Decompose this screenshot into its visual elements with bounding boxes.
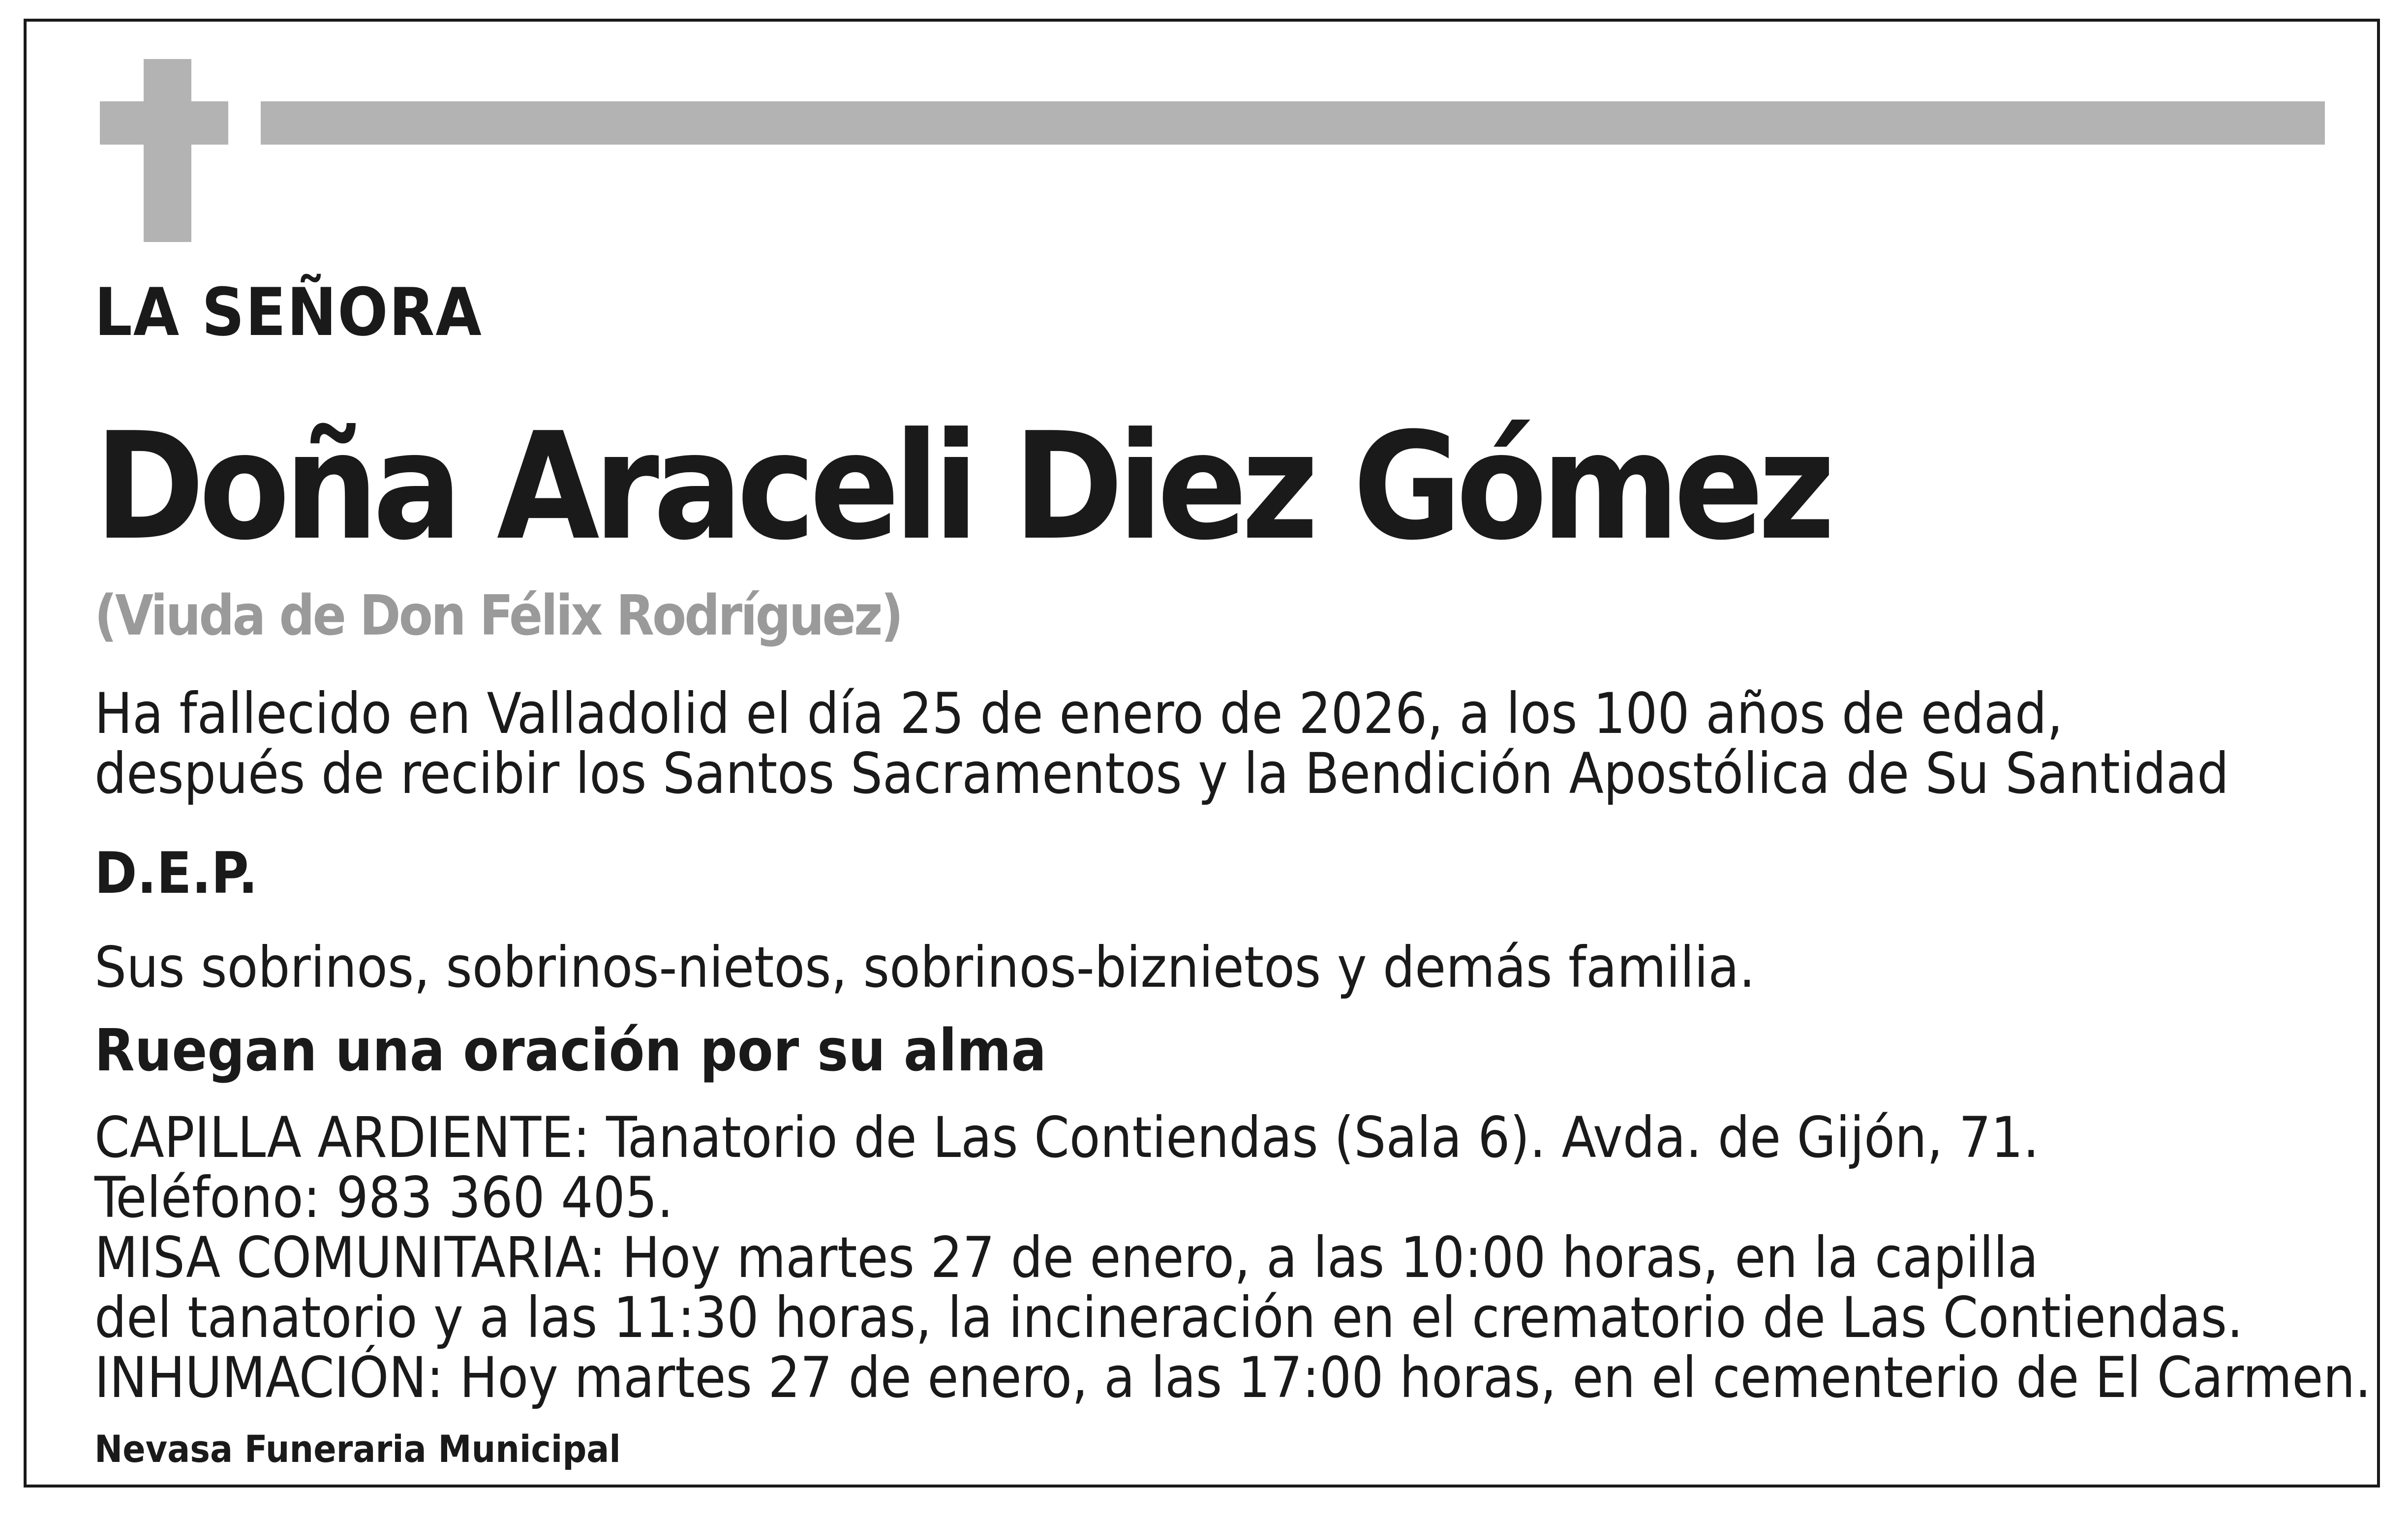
info-line-phone: Teléfono: 983 360 405. <box>94 1165 673 1230</box>
info-line-cremation: del tanatorio y a las 11:30 horas, la incineración en el crematorio de Las Contiendas. <box>94 1285 2243 1350</box>
info-line-chapel: CAPILLA ARDIENTE: Tanatorio de Las Contiendas (Sala 6). Avda. de Gijón, 71. <box>94 1105 2040 1170</box>
rip-abbreviation: D.E.P. <box>94 840 258 907</box>
widow-subtitle: (Viuda de Don Félix Rodríguez) <box>94 584 902 648</box>
info-line-mass: MISA COMUNITARIA: Hoy martes 27 de enero, a las 10:00 horas, en la capilla <box>94 1225 2039 1290</box>
cross-icon-arm <box>100 101 228 145</box>
cross-icon <box>144 59 191 242</box>
deceased-name: Doña Araceli Diez Gómez <box>94 401 1829 573</box>
info-line-burial: INHUMACIÓN: Hoy martes 27 de enero, a las 17:00 horas, en el cementerio de El Carmen. <box>94 1345 2371 1410</box>
header-bar <box>261 101 2325 145</box>
prayer-request: Ruegan una oración por su alma <box>94 1016 1047 1084</box>
title-lead: LA SEÑORA <box>94 274 483 351</box>
death-statement-line-2: después de recibir los Santos Sacramentos y la Bendición Apostólica de Su Santidad <box>94 741 2229 806</box>
funeral-home-name: Nevasa Funeraria Municipal <box>94 1427 621 1471</box>
death-statement-line-1: Ha fallecido en Valladolid el día 25 de enero de 2026, a los 100 años de edad, <box>94 681 2063 746</box>
family-list: Sus sobrinos, sobrinos-nietos, sobrinos-biznietos y demás familia. <box>94 935 1755 1000</box>
